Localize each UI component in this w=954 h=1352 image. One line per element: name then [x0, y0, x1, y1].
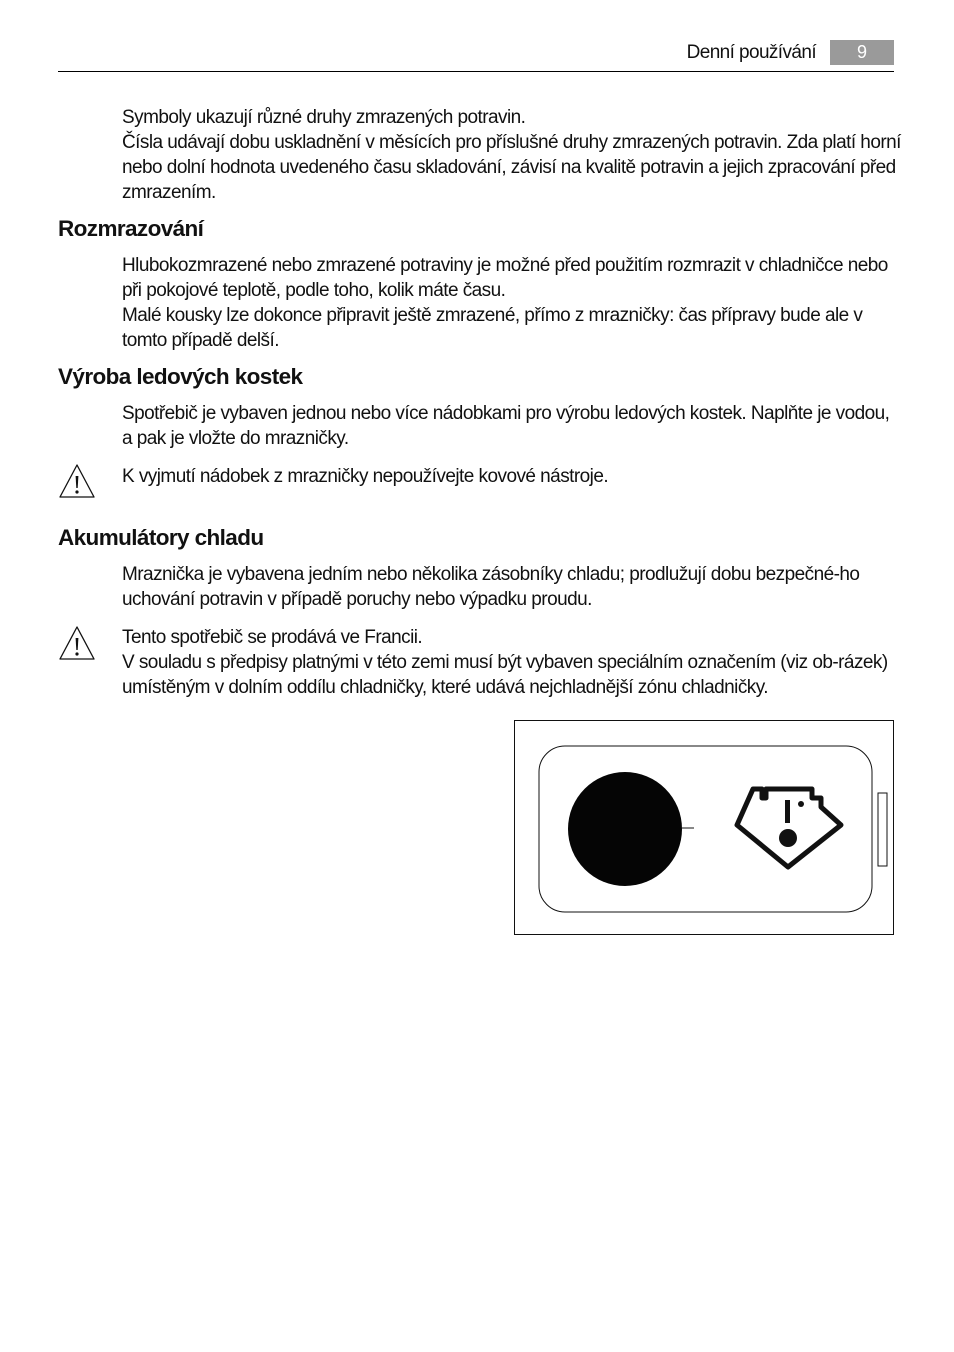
- page-header: [58, 40, 894, 72]
- cold-packs-paragraph: Mraznička je vybavena jedním nebo několika zásobníky chladu; prodlužují dobu bezpečné-ho uchování potravin v případě poruchy nebo výpadku proudu.: [122, 564, 860, 610]
- heading-cold-packs: Akumulátory chladu: [58, 525, 264, 550]
- ice-warning-text: K vyjmutí nádobek z mrazničky nepoužívejte kovové nástroje.: [122, 466, 609, 487]
- thawing-paragraph-2: Malé kousky lze dokonce připravit ještě zmrazené, přímo z mrazničky: čas přípravy bude ale v tomto případě delší.: [122, 305, 863, 351]
- black-circle-indicator: [568, 772, 682, 886]
- heading-ice-cubes: Výroba ledových kostek: [58, 364, 303, 389]
- thawing-paragraph-1: Hlubokozmrazené nebo zmrazené potraviny je možné před použitím rozmrazit v chladničce nebo při pokojové teplotě, podle toho, kolik máte času.: [122, 255, 888, 301]
- page-number: 9: [830, 40, 894, 65]
- france-warning-line-2: V souladu s předpisy platnými v této zemi musí být vybaven speciálním označením (viz ob-rázek) umístěným v dolním oddílu chladničky, které udává nejchladnější zónu chladničky.: [122, 652, 888, 698]
- coldest-zone-indicator-figure: [514, 720, 894, 935]
- france-warning-line-1: Tento spotřebič se prodává ve Francii.: [122, 627, 423, 648]
- header-title: Denní používání: [686, 42, 816, 63]
- ice-paragraph: Spotřebič je vybaven jednou nebo více nádobkami pro výrobu ledových kostek. Naplňte je vodou, a pak je vložte do mrazničky.: [122, 403, 890, 449]
- warning-triangle-icon: [58, 463, 96, 499]
- heading-thawing: Rozmrazování: [58, 216, 204, 241]
- intro-paragraph-2: Čísla udávají dobu uskladnění v měsících pro příslušné druhy zmrazených potravin. Zda platí horní nebo dolní hodnota uvedeného času skladování, závisí na kvalitě potravin a jejich zpracování před zmrazením.: [122, 132, 901, 203]
- intro-line-1: Symboly ukazují různé druhy zmrazených potravin.: [122, 107, 526, 128]
- warning-triangle-icon: [58, 625, 96, 661]
